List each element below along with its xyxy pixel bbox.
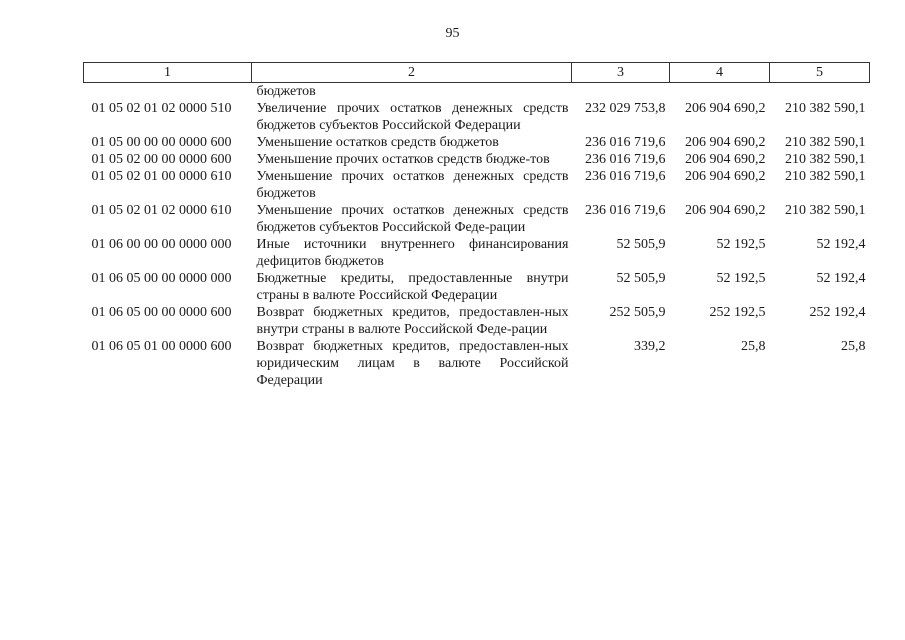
row-name: Уменьшение прочих остатков денежных средств бюджетов субъектов Российской Феде-рации [256, 203, 569, 235]
table-row [84, 168, 870, 202]
row-value-year1: 236 016 719,6 [585, 169, 666, 184]
row-value-year1: 52 505,9 [616, 271, 666, 286]
row-value-year2: 252 192,5 [709, 305, 766, 320]
row-value-year2: 206 904 690,2 [685, 169, 766, 184]
row-value-year3: 210 382 590,1 [785, 169, 866, 184]
row-name: Бюджетные кредиты, предоставленные внутри страны в валюте Российской Федерации [256, 271, 569, 303]
column-header: 5 [770, 63, 870, 83]
row-value-year1: 339,2 [634, 339, 666, 354]
table-row [84, 270, 870, 304]
table-header-row [84, 63, 870, 83]
row-value-year3: 210 382 590,1 [785, 101, 866, 116]
column-header: 4 [670, 63, 770, 83]
row-code: 01 06 00 00 00 0000 000 [91, 237, 232, 252]
row-value-year1: 236 016 719,6 [585, 135, 666, 150]
row-code: 01 05 02 01 02 0000 610 [91, 203, 232, 218]
row-value-year3: 252 192,4 [809, 305, 866, 320]
row-value-year2: 52 192,5 [716, 237, 766, 252]
row-name: Уменьшение остатков средств бюджетов [256, 135, 499, 150]
row-value-year2: 52 192,5 [716, 271, 766, 286]
table-row [84, 338, 870, 389]
row-value-year3: 52 192,4 [816, 271, 866, 286]
row-value-year3: 210 382 590,1 [785, 135, 866, 150]
row-value-year1: 236 016 719,6 [585, 203, 666, 218]
table-row [84, 100, 870, 134]
table-row [84, 236, 870, 270]
row-value-year3: 25,8 [841, 339, 866, 354]
table-row [84, 151, 870, 168]
row-code: 01 06 05 00 00 0000 000 [91, 271, 232, 286]
row-name: Иные источники внутреннего финансирования дефицитов бюджетов [256, 237, 569, 269]
continuation-row [84, 83, 870, 101]
column-header: 2 [252, 63, 572, 83]
row-code: 01 05 02 01 02 0000 510 [91, 101, 232, 116]
row-value-year3: 210 382 590,1 [785, 203, 866, 218]
row-value-year3: 52 192,4 [816, 237, 866, 252]
row-value-year2: 206 904 690,2 [685, 152, 766, 167]
continuation-text: бюджетов [256, 84, 316, 99]
row-name: Возврат бюджетных кредитов, предоставлен-ных внутри страны в валюте Российской Феде-рации [256, 305, 569, 337]
row-name: Возврат бюджетных кредитов, предоставлен-ных юридическим лицам в валюте Российской Федерации [256, 339, 569, 388]
row-name: Увеличение прочих остатков денежных средств бюджетов субъектов Российской Федерации [256, 101, 569, 133]
row-code: 01 05 00 00 00 0000 600 [91, 135, 232, 150]
page-number: 95 [445, 26, 460, 41]
budget-sources-table [83, 62, 870, 389]
row-value-year1: 232 029 753,8 [585, 101, 666, 116]
row-value-year1: 236 016 719,6 [585, 152, 666, 167]
row-code: 01 06 05 00 00 0000 600 [91, 305, 232, 320]
table-row [84, 134, 870, 151]
row-value-year1: 252 505,9 [609, 305, 666, 320]
column-header: 3 [572, 63, 670, 83]
row-code: 01 05 02 01 00 0000 610 [91, 169, 232, 184]
table-row [84, 304, 870, 338]
row-name: Уменьшение прочих остатков средств бюдже-тов [256, 152, 550, 167]
row-value-year2: 206 904 690,2 [685, 101, 766, 116]
table-row [84, 202, 870, 236]
row-code: 01 06 05 01 00 0000 600 [91, 339, 232, 354]
row-value-year1: 52 505,9 [616, 237, 666, 252]
row-code: 01 05 02 00 00 0000 600 [91, 152, 232, 167]
row-value-year2: 206 904 690,2 [685, 203, 766, 218]
row-value-year2: 206 904 690,2 [685, 135, 766, 150]
row-name: Уменьшение прочих остатков денежных средств бюджетов [256, 169, 569, 201]
row-value-year2: 25,8 [741, 339, 766, 354]
column-header: 1 [84, 63, 252, 83]
row-value-year3: 210 382 590,1 [785, 152, 866, 167]
